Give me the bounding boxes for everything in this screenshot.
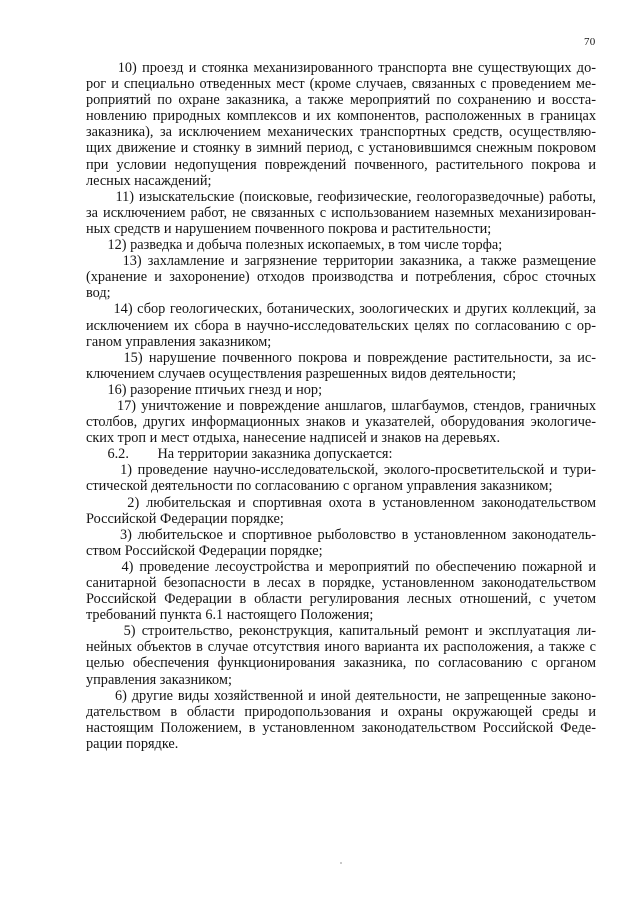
text-line: 4) проведение лесоустройства и мероприятий по обеспечению пожарной и <box>86 558 596 575</box>
text-line: ских троп и мест отдыха, нанесение надписей и знаков на деревьях. <box>86 430 501 447</box>
text-line: 16) разорение птичьих гнезд и нор; <box>86 381 323 398</box>
text-line: 6) другие виды хозяйственной и иной деятельности, не запрещенные законо- <box>86 687 596 704</box>
text-line: Российской Федерации в области регулирования лесных отношений, с учетом <box>86 591 596 608</box>
page-number: 70 <box>584 36 596 48</box>
text-line: дательством в области природопользования и охраны окружающей среды и <box>86 703 596 720</box>
text-line: Российской Федерации порядке; <box>86 510 284 527</box>
text-line: целью обеспечения функционирования заказника, по согласованию с органом <box>86 655 596 672</box>
text-line: 1) проведение научно-исследовательской, эколого-просветительской и тури- <box>86 462 596 479</box>
text-line: (хранение и захоронение) отходов производства и потребления, сброс сточных <box>86 269 596 286</box>
text-line: вод; <box>86 285 111 302</box>
text-line: лесных насаждений; <box>86 172 212 189</box>
text-line: 2) любительская и спортивная охота в установленном законодательством <box>86 494 596 511</box>
text-line: ных средств и нарушением почвенного покрова и растительности; <box>86 220 492 237</box>
text-line: 6.2. На территории заказника допускается: <box>86 446 393 463</box>
scan-speck <box>340 862 342 864</box>
text-line: управления заказником; <box>86 671 232 688</box>
text-line: санитарной безопасности в лесах в порядке, установленном законодательством <box>86 575 596 591</box>
text-line: щих движение и стоянку в зимний период, с установившимся снежным покровом <box>86 140 596 157</box>
text-line: 13) захламление и загрязнение территории заказника, а также размещение <box>86 253 596 270</box>
text-line: рог и специально отведенных мест (кроме случаев, связанных с проведением ме- <box>86 76 596 93</box>
text-line: 3) любительское и спортивное рыболовство в установленном законодатель- <box>86 526 596 543</box>
text-line: заказника), за исключением механических транспортных средств, осуществляю- <box>86 124 596 141</box>
text-line: роприятий по охране заказника, а также мероприятий по сохранению и восста- <box>86 92 596 109</box>
document-text <box>86 60 596 752</box>
text-line: столбов, других информационных знаков и указателей, оборудования экологиче- <box>86 414 596 431</box>
text-line: стической деятельности по согласованию с органом управления заказником; <box>86 478 553 495</box>
text-line: требований пункта 6.1 настоящего Положения; <box>86 607 374 624</box>
text-line: 15) нарушение почвенного покрова и повреждение растительности, за ис- <box>86 349 596 366</box>
text-line: рации порядке. <box>86 735 179 752</box>
text-line: исключением их сбора в научно-исследовательских целях по согласованию с ор- <box>86 317 596 334</box>
text-line: за исключением работ, не связанных с использованием наземных механизирован- <box>86 204 596 221</box>
text-line: ганом управления заказником; <box>86 333 272 350</box>
text-line: 12) разведка и добыча полезных ископаемых, в том числе торфа; <box>86 237 503 254</box>
text-line: 14) сбор геологических, ботанических, зоологических и других коллекций, за <box>86 301 596 318</box>
text-line: при условии недопущения повреждений почвенного, растительного покрова и <box>86 156 596 173</box>
text-line: 5) строительство, реконструкция, капитальный ремонт и эксплуатация ли- <box>86 623 596 640</box>
text-line: настоящим Положением, в установленном законодательством Российской Феде- <box>86 719 596 736</box>
text-line: новлению природных комплексов и их компонентов, расположенных в границах <box>86 108 596 125</box>
text-line: ключением случаев осуществления разрешенных видов деятельности; <box>86 365 517 382</box>
text-line: 17) уничтожение и повреждение аншлагов, шлагбаумов, стендов, граничных <box>86 397 596 414</box>
text-line: 10) проезд и стоянка механизированного транспорта вне существующих до- <box>86 60 596 76</box>
text-line: ством Российской Федерации порядке; <box>86 542 323 559</box>
text-line: нейных объектов в случае отсутствия иного варианта их расположения, а также с <box>86 639 596 656</box>
text-line: 11) изыскательские (поисковые, геофизические, геологоразведочные) работы, <box>86 188 596 205</box>
